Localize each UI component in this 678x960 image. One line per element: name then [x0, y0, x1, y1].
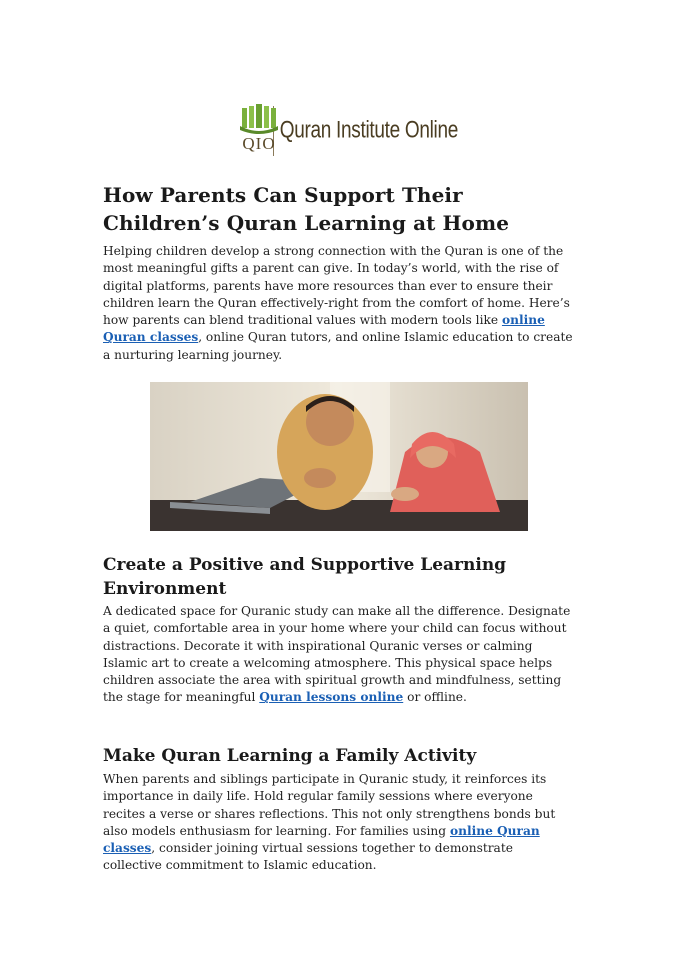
- section-2: [103, 744, 573, 768]
- section-2-paragraph: [103, 771, 573, 875]
- section-1-paragraph: [103, 603, 573, 707]
- intro-text: Helping children develop a strong connection with the Quran is one of the most meaningful gifts a parent can give. In today’s world, with the rise of digital platforms, parents have more resources than ever to ensure their children learn the Quran effectively-right from the comfort of home. Here’s how parents can blend traditional values with modern tools like: [103, 244, 570, 328]
- section-2-text-end: , consider joining virtual sessions together to demonstrate collective commitment to Islamic education.: [103, 841, 513, 873]
- section-1-heading-line2: Environment: [103, 579, 227, 599]
- article-title-block: [103, 181, 573, 237]
- article-title: [103, 181, 573, 237]
- section-1: [103, 553, 573, 601]
- section-2-heading: Make Quran Learning a Family Activity: [103, 746, 477, 766]
- section-2-body: [103, 771, 573, 875]
- book-logo-icon: [238, 104, 276, 158]
- section-1-heading-line1: Create a Positive and Supportive Learning: [103, 555, 507, 575]
- hero-photo: [150, 382, 528, 531]
- article-title-line1: How Parents Can Support Their: [103, 183, 463, 207]
- article-title-line2: Children’s Quran Learning at Home: [103, 211, 510, 235]
- father-daughter-photo-image: [150, 382, 528, 531]
- section-1-text: A dedicated space for Quranic study can make all the difference. Designate a quiet, comfortable area in your home where your child can focus without distractions. Decorate it with inspirational Quranic verses or calming Islamic art to create a welcoming atmosphere. This physical space helps children associate the area with spiritual growth and mindfulness, setting the stage for meaningful: [103, 604, 571, 705]
- online-quran-classes-link-2[interactable]: online Quran classes: [103, 823, 540, 856]
- intro-block: [103, 243, 573, 364]
- quran-lessons-online-link[interactable]: Quran lessons online: [259, 690, 404, 705]
- intro-text-end: , online Quran tutors, and online Islamic education to create a nurturing learning journey.: [103, 330, 573, 362]
- site-logo: [238, 104, 458, 158]
- online-quran-classes-link[interactable]: online Quran classes: [103, 313, 545, 345]
- logo-abbr: QIO: [242, 134, 276, 153]
- section-1-heading: [103, 553, 573, 601]
- section-2-text: When parents and siblings participate in Quranic study, it reinforces its importance in daily life. Hold regular family sessions where everyone recites a verse or shares reflections. This not only strengthens bonds but also models enthusiasm for learning. For families using: [103, 772, 556, 838]
- intro-paragraph: [103, 243, 573, 364]
- section-1-body: [103, 603, 573, 707]
- section-1-text-end: or offline.: [403, 690, 467, 705]
- logo-name: Quran Institute Online: [279, 117, 458, 144]
